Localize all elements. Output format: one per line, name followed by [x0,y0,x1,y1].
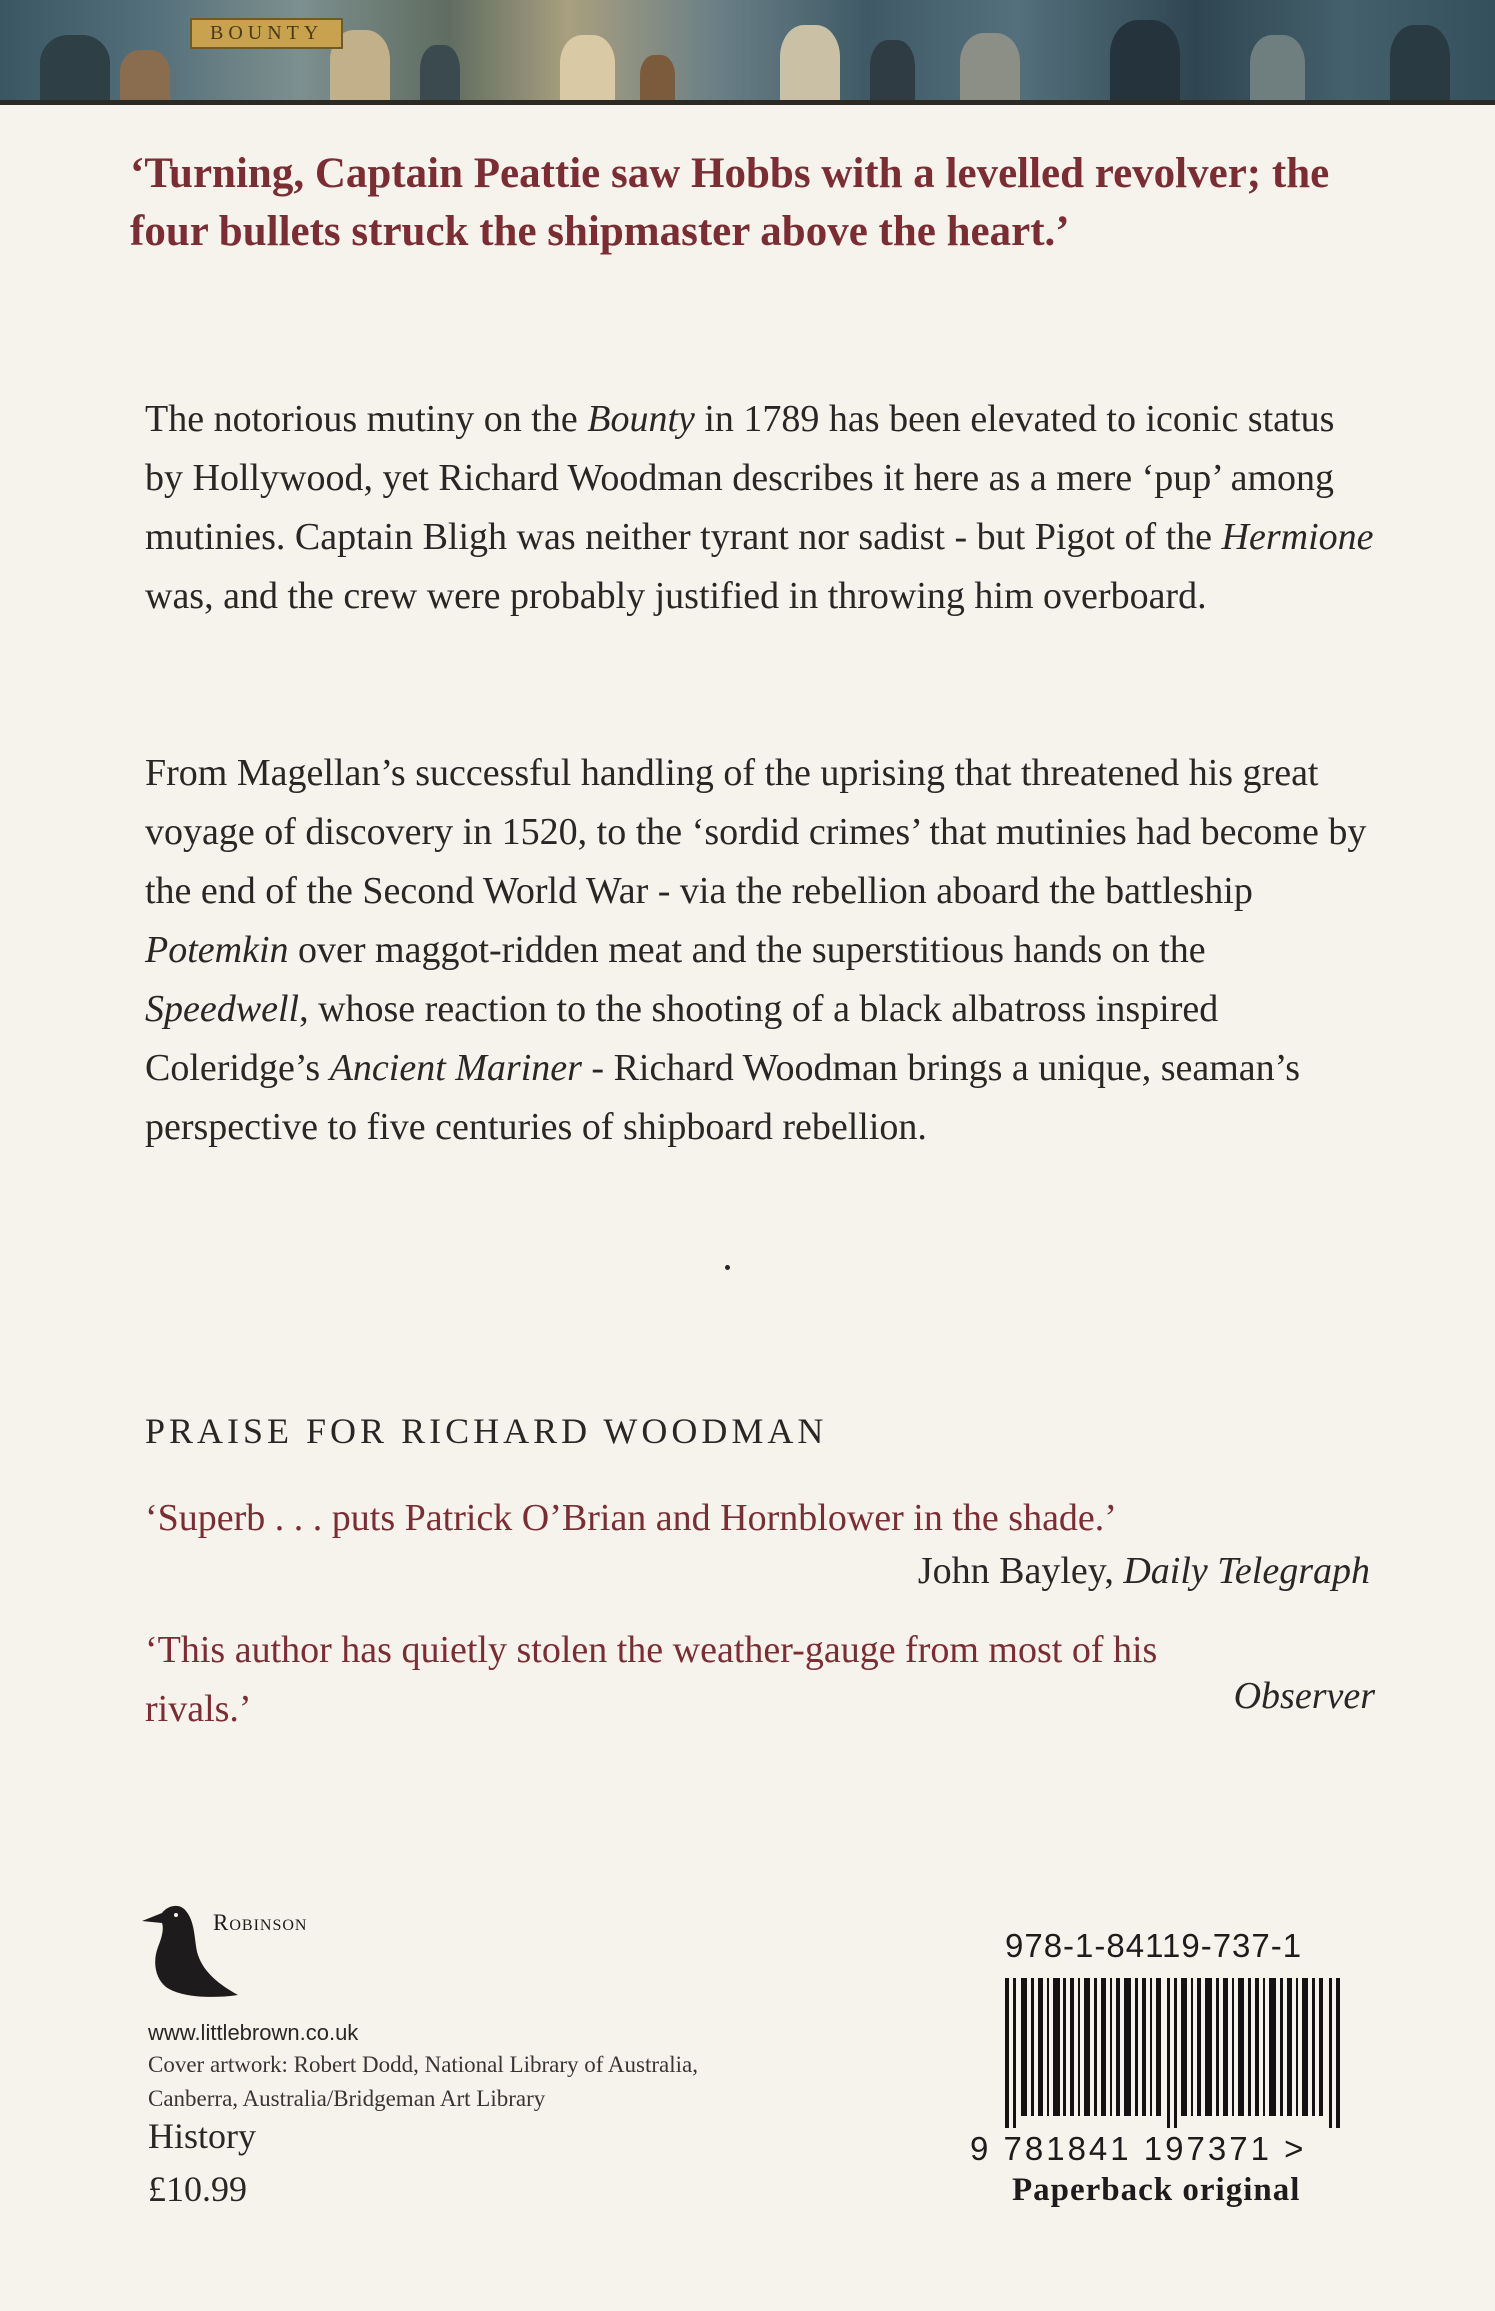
blurb-paragraph-2: From Magellan’s successful handling of the uprising that threatened his great voyage of discovery in 1520, to the ‘sordid crimes’ that mutinies had become by the end of the Second World War - via the rebellion aboard the battleship Potemkin over maggot-ridden meat and the superstitious hands on the Speedwell, whose reaction to the shooting of a black albatross inspired Coleridge’s Ancient Mariner - Richard Woodman brings a unique, seaman’s perspective to five centuries of shipboard rebellion. [145,752,1367,1148]
book-category: History [148,2116,256,2156]
praise-heading: PRAISE FOR RICHARD WOODMAN [145,1411,828,1451]
cover-credit: Cover artwork: Robert Dodd, National Library of Australia, Canberra, Australia/Bridgeman Art Library [148,2052,698,2111]
praise-quote-1: ‘Superb . . . puts Patrick O’Brian and Hornblower in the shade.’ [145,1497,1117,1539]
praise-quote-2: ‘This author has quietly stolen the weather-gauge from most of his rivals.’ [145,1629,1158,1730]
book-format: Paperback original [1012,2172,1301,2208]
banner-edge [0,100,1495,105]
praise-quote-2-attribution: Observer [1233,1675,1375,1717]
publisher-name: Robinson [213,1910,308,1935]
barcode [1005,1978,1345,2128]
book-price: £10.99 [148,2169,247,2209]
isbn-number: 978-1-84119-737-1 [1005,1927,1303,1964]
praise-quote-1-attribution: John Bayley, Daily Telegraph [917,1550,1370,1592]
blurb-paragraph-1: The notorious mutiny on the Bounty in 1789 has been elevated to iconic status by Hollywood, yet Richard Woodman describes it here as a mere ‘pup’ among mutinies. Captain Bligh was neither tyrant nor sadist - but Pigot of the Hermione was, and the crew were probably justified in throwing him overboard. [145,398,1374,617]
poem-title: Ancient Mariner [329,1047,582,1089]
ship-name-potemkin: Potemkin [145,929,289,971]
bounty-sign: BOUNTY [190,18,343,49]
print-speck [725,1265,730,1270]
ship-name-speedwell: Speedwell [145,988,300,1030]
publication-name: Daily Telegraph [1123,1550,1370,1592]
publisher-website: www.littlebrown.co.uk [148,2020,359,2045]
ship-name-bounty: Bounty [587,398,695,440]
hook-quote: ‘Turning, Captain Peattie saw Hobbs with a levelled revolver; the four bullets struck the shipmaster above the heart.’ [130,150,1330,255]
ship-name-hermione: Hermione [1221,516,1374,558]
barcode-digits: 9 781841 197371 > [970,2130,1307,2167]
cover-art-banner [0,0,1495,105]
